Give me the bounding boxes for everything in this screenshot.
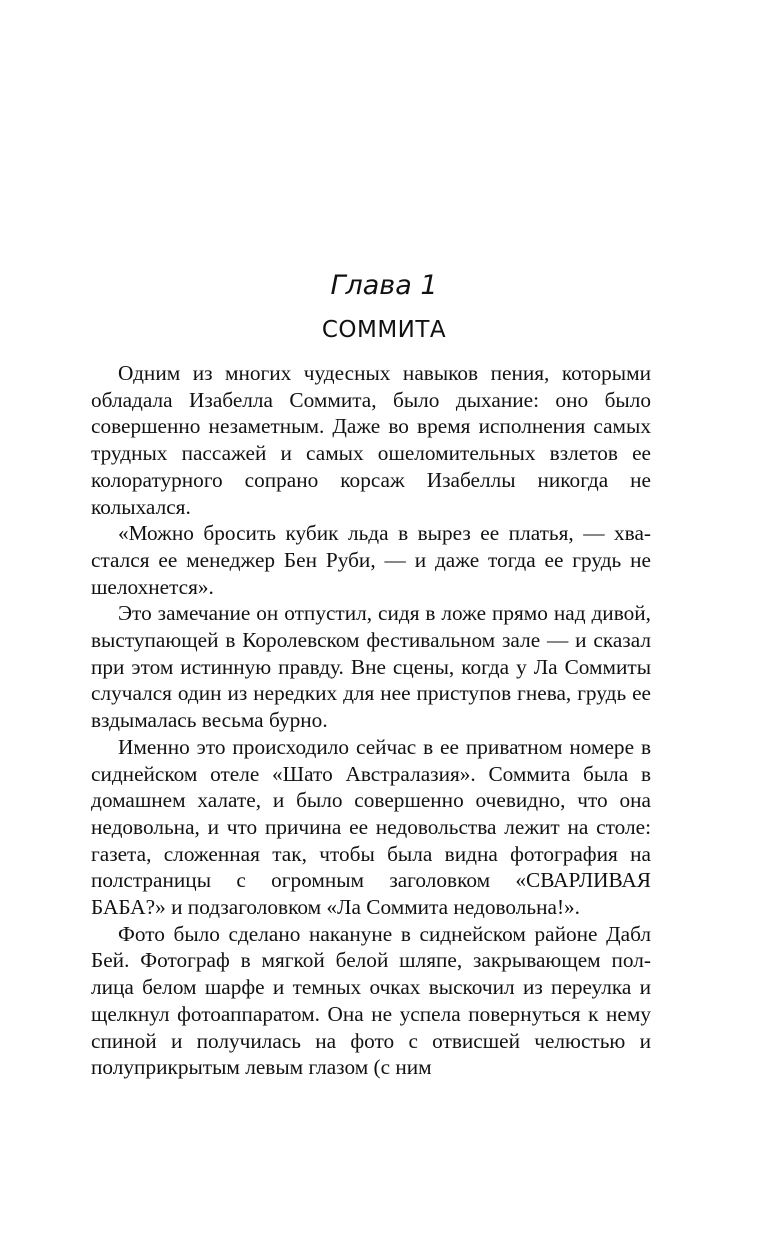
body-text [91, 360, 651, 1081]
chapter-number: Глава 1 [330, 270, 438, 301]
chapter-title: СОММИТА [321, 317, 447, 343]
paragraph: Именно это происходило сейчас в ее приватном номере в сиднейском отеле «Шато Австралазия». Соммита была в домашнем халате, и было совершенно очевидно, что она недовольна, и что причина ее недовольства лежит на столе: газета, сложенная так, чтобы была видна фотография на полстраницы с огромным заголовком «СВАРЛИВАЯ БАБА?» и подзаголовком «Ла Соммита недовольна!». [91, 734, 651, 920]
paragraph: «Можно бросить кубик льда в вырез ее платья, — хвастался ее менеджер Бен Руби, — и даже тогда ее грудь не шелохнется». [91, 521, 651, 599]
paragraph: Одним из многих чудесных навыков пения, которыми обладала Изабелла Соммита, было дыхание: оно было совершенно незаметным. Даже во время исполнения самых трудных пассажей и самых ошеломительных взлетов ее колоратурного сопрано корсаж Изабеллы никогда не колыхался. [91, 361, 651, 519]
paragraph: Это замечание он отпустил, сидя в ложе прямо над дивой, выступающей в Королевском фестивальном зале — и сказал при этом истинную правду. Вне сцены, когда у Ла Соммиты случался один из нередких для нее приступов гнева, грудь ее вздымалась весьма бурно. [91, 601, 651, 733]
paragraph: Фото было сделано накануне в сиднейском районе Дабл Бей. Фотограф в мягкой белой шляпе, закрывающем пол-лица белом шарфе и темных очках выскочил из переулка и щелкнул фотоаппаратом. Она не успела повернуться к нему спиной и получилась на фото с отвисшей челюстью и полуприкрытым левым глазом (с ним [91, 921, 651, 1080]
